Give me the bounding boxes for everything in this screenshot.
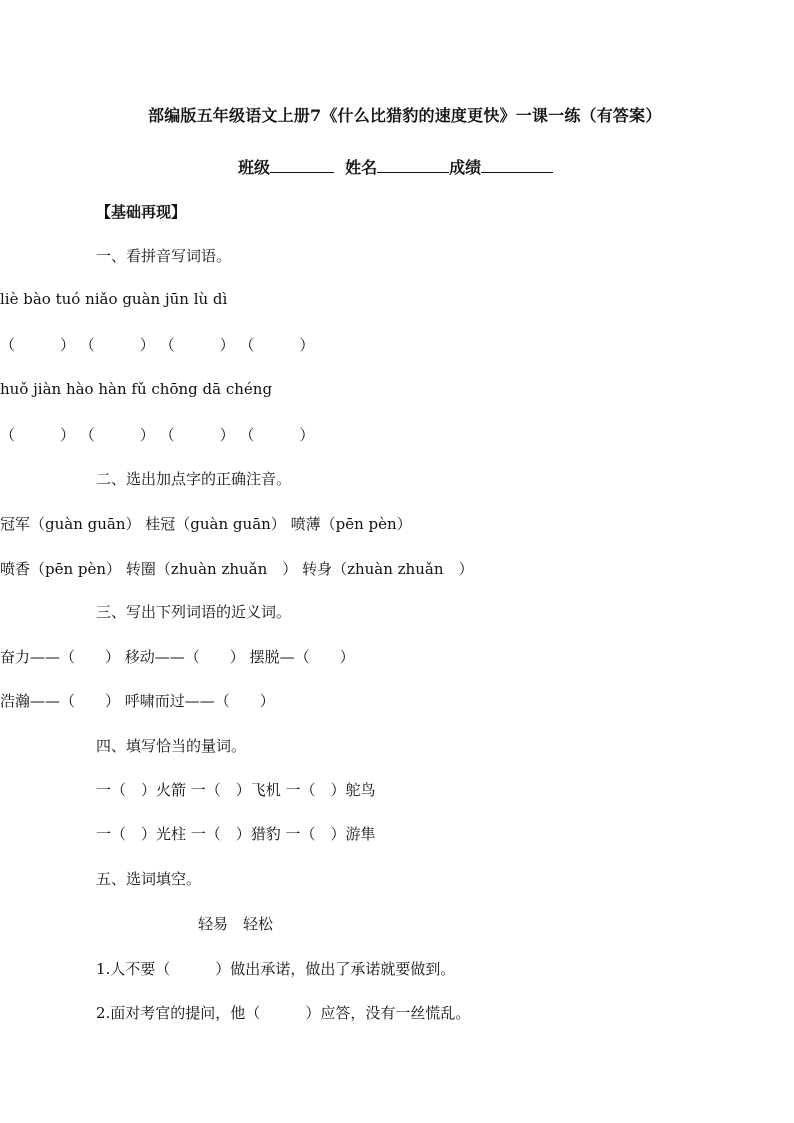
- question-3-heading: 三、写出下列词语的近义词。: [96, 603, 292, 621]
- answer-paren-row-2: [0, 424, 794, 444]
- pronunciation-item: 转身（zhuàn zhuǎn ）: [302, 560, 474, 578]
- question-1-heading: 一、看拼音写词语。: [96, 247, 232, 265]
- score-label: 成绩: [449, 158, 482, 177]
- pronunciation-row-2: [0, 558, 794, 578]
- answer-blank[interactable]: （ ）: [159, 336, 235, 354]
- synonym-item: 移动——（ ）: [124, 648, 245, 666]
- answer-blank[interactable]: （ ）: [0, 336, 76, 354]
- synonym-item: 呼啸而过——（ ）: [124, 692, 275, 710]
- pinyin-row-2: [0, 380, 794, 400]
- section-heading-basic: 【基础再现】: [96, 203, 187, 221]
- student-info-line: [238, 156, 553, 178]
- answer-blank[interactable]: （ ）: [159, 426, 235, 444]
- pronunciation-item: 冠军（guàn guān）: [0, 515, 141, 533]
- synonym-item: 奋力——（ ）: [0, 648, 121, 666]
- pronunciation-item: 桂冠（guàn guān）: [145, 515, 286, 533]
- synonym-row-2: [0, 690, 794, 710]
- fill-blank-item-2: 2.面对考官的提问，他（ ）应答，没有一丝慌乱。: [96, 1004, 471, 1022]
- pronunciation-item: 喷香（pēn pèn）: [0, 560, 122, 578]
- question-4-heading: 四、填写恰当的量词。: [96, 737, 247, 755]
- fill-blank-item-1: 1.人不要（ ）做出承诺，做出了承诺就要做到。: [96, 960, 456, 978]
- pronunciation-item: 转圈（zhuàn zhuǎn ）: [125, 560, 298, 578]
- question-2-heading: 二、选出加点字的正确注音。: [96, 470, 292, 488]
- score-blank[interactable]: [481, 156, 553, 173]
- pinyin-item: guàn jūn: [122, 290, 189, 308]
- class-label: 班级: [238, 158, 271, 177]
- name-blank[interactable]: [377, 156, 449, 173]
- pinyin-item: lù dì: [193, 290, 228, 308]
- measure-word-row-2: 一（ ）光柱 一（ ）猎豹 一（ ）游隼: [96, 825, 376, 843]
- synonym-item: 摆脱—（ ）: [249, 648, 355, 666]
- pronunciation-item: 喷薄（pēn pèn）: [290, 515, 412, 533]
- class-blank[interactable]: [270, 156, 334, 173]
- name-label: 姓名: [345, 158, 378, 177]
- measure-word-row-1: 一（ ）火箭 一（ ）飞机 一（ ）鸵鸟: [96, 781, 376, 799]
- pinyin-item: fǔ chōng: [131, 380, 198, 398]
- synonym-item: 浩瀚——（ ）: [0, 692, 121, 710]
- answer-blank[interactable]: （ ）: [79, 336, 155, 354]
- answer-blank[interactable]: （ ）: [239, 336, 315, 354]
- page-title: 部编版五年级语文上册7《什么比猎豹的速度更快》一课一练（有答案）: [148, 106, 662, 125]
- answer-blank[interactable]: （ ）: [0, 426, 76, 444]
- word-options: 轻易 轻松: [198, 915, 274, 933]
- pinyin-item: hào hàn: [65, 380, 127, 398]
- pinyin-row-1: [0, 290, 794, 310]
- pinyin-item: dā chéng: [202, 380, 273, 398]
- pronunciation-row-1: [0, 513, 794, 533]
- answer-blank[interactable]: （ ）: [239, 426, 315, 444]
- pinyin-item: liè bào: [0, 290, 51, 308]
- answer-paren-row-1: [0, 334, 794, 354]
- pinyin-item: huǒ jiàn: [0, 380, 62, 398]
- question-5-heading: 五、选词填空。: [96, 870, 202, 888]
- synonym-row-1: [0, 646, 794, 666]
- pinyin-item: tuó niǎo: [55, 290, 118, 308]
- answer-blank[interactable]: （ ）: [79, 426, 155, 444]
